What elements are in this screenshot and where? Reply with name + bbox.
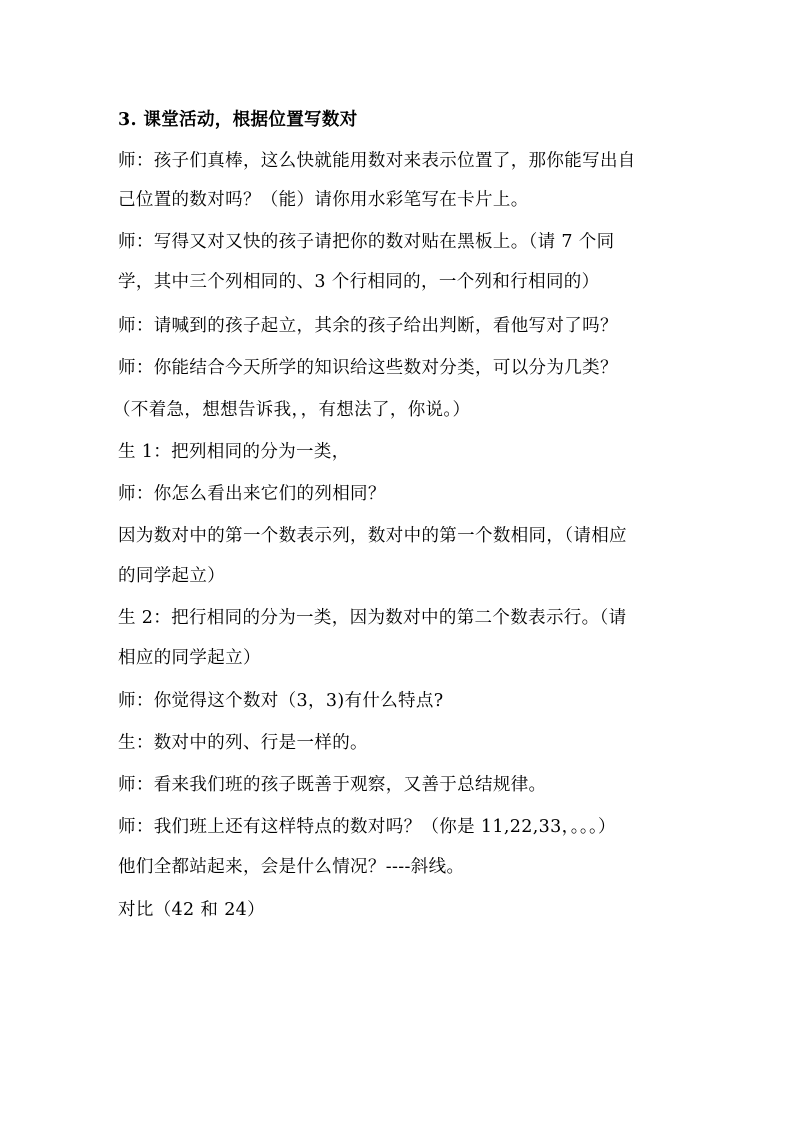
paragraph-line: 师：看来我们班的孩子既善于观察，又善于总结规律。 <box>118 775 547 795</box>
paragraph-line: 因为数对中的第一个数表示列，数对中的第一个数相同，（请相应 <box>118 526 627 546</box>
paragraph-line: 师：写得又对又快的孩子请把你的数对贴在黑板上。（请 7 个同 <box>118 232 615 252</box>
paragraph-line: 学，其中三个列相同的、3 个行相同的，一个列和行相同的） <box>118 272 600 292</box>
section-heading: 3. 课堂活动，根据位置写数对 <box>118 110 358 130</box>
paragraph-line: 相应的同学起立） <box>118 648 261 668</box>
paragraph-line: 生 2：把行相同的分为一类，因为数对中的第二个数表示行。（请 <box>118 608 627 628</box>
paragraph-line: 己位置的数对吗？（能）请你用水彩笔写在卡片上。 <box>118 190 529 210</box>
paragraph-line: 的同学起立） <box>118 566 226 586</box>
paragraph-line: 师：请喊到的孩子起立，其余的孩子给出判断，看他写对了吗？ <box>118 316 618 336</box>
paragraph-line: 生 1：把列相同的分为一类， <box>118 442 350 462</box>
paragraph-line: 师：你能结合今天所学的知识给这些数对分类，可以分为几类？ <box>118 358 618 378</box>
paragraph-line: 他们全都站起来，会是什么情况？----斜线。 <box>118 857 465 877</box>
paragraph-line: 对比（42 和 24） <box>118 900 266 920</box>
paragraph-line: 师：你怎么看出来它们的列相同？ <box>118 484 386 504</box>
paragraph-line: （不着急，想想告诉我，，有想法了，你说。） <box>113 400 471 420</box>
paragraph-line: 师：我们班上还有这样特点的数对吗？（你是 11,22,33，。。。） <box>118 817 616 837</box>
paragraph-line: 师：你觉得这个数对（3，3)有什么特点? <box>118 691 444 711</box>
paragraph-line: 生：数对中的列、行是一样的。 <box>118 733 368 753</box>
paragraph-line: 师：孩子们真棒，这么快就能用数对来表示位置了，那你能写出自 <box>118 151 636 171</box>
